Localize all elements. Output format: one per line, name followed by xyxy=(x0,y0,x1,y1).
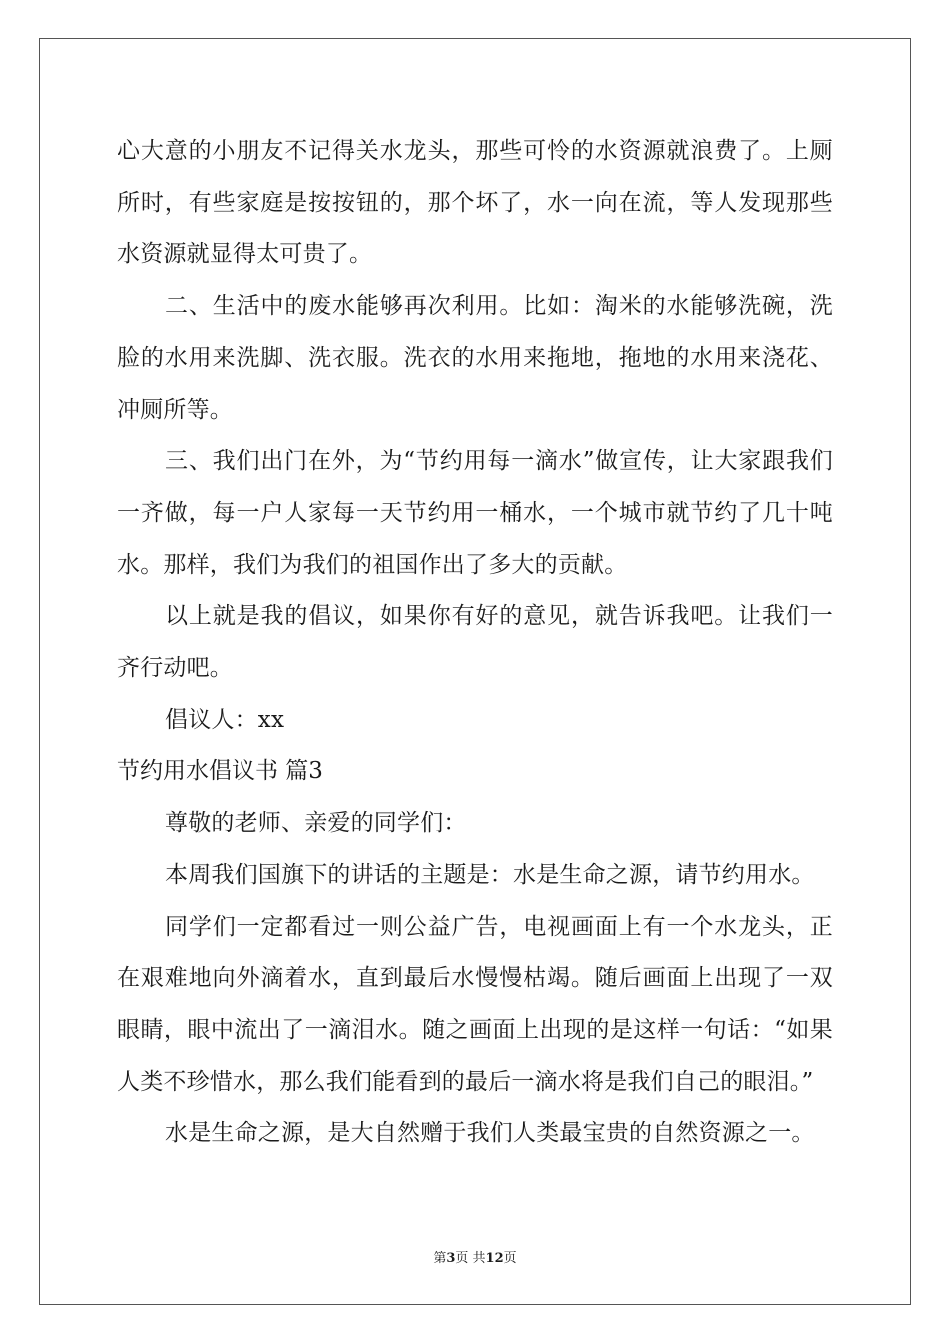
salutation: 尊敬的老师、亲爱的同学们： xyxy=(165,810,467,837)
document-body xyxy=(117,126,833,1160)
page-footer xyxy=(0,1247,950,1266)
footer-mid: 页 共 xyxy=(455,1251,486,1266)
signature-line: 倡议人：xx xyxy=(165,706,285,733)
paragraph-theme: 本周我们国旗下的讲话的主题是：水是生命之源，请节约用水。 xyxy=(165,861,815,888)
footer-total-pages: 12 xyxy=(485,1251,504,1266)
paragraph-advertisement: 同学们一定都看过一则公益广告，电视画面上有一个水龙头，正在艰难地向外滴着水，直到最后水慢慢枯竭。随后画面上出现了一双眼睛，眼中流出了一滴泪水。随之画面上出现的是这样一句话：“如果人类不珍惜水，那么我们能看到的最后一滴水将是我们自己的眼泪。” xyxy=(117,913,833,1095)
section-heading: 节约用水倡议书 篇3 xyxy=(117,758,323,785)
paragraph-closing: 以上就是我的倡议，如果你有好的意见，就告诉我吧。让我们一齐行动吧。 xyxy=(117,603,833,682)
paragraph-point-two: 二、生活中的废水能够再次利用。比如：淘米的水能够洗碗，洗脸的水用来洗脚、洗衣服。洗衣的水用来拖地，拖地的水用来浇花、冲厕所等。 xyxy=(117,293,833,423)
paragraph-continuation: 心大意的小朋友不记得关水龙头，那些可怜的水资源就浪费了。上厕所时，有些家庭是按按钮的，那个坏了，水一向在流，等人发现那些水资源就显得太可贵了。 xyxy=(117,138,833,268)
footer-current-page: 3 xyxy=(446,1251,456,1266)
paragraph-water-source: 水是生命之源，是大自然赠于我们人类最宝贵的自然资源之一。 xyxy=(165,1120,815,1147)
paragraph-point-three: 三、我们出门在外，为“节约用每一滴水”做宣传，让大家跟我们一齐做，每一户人家每一天节约用一桶水，一个城市就节约了几十吨水。那样，我们为我们的祖国作出了多大的贡献。 xyxy=(117,448,833,578)
footer-prefix: 第 xyxy=(433,1251,447,1266)
footer-suffix: 页 xyxy=(503,1251,517,1266)
